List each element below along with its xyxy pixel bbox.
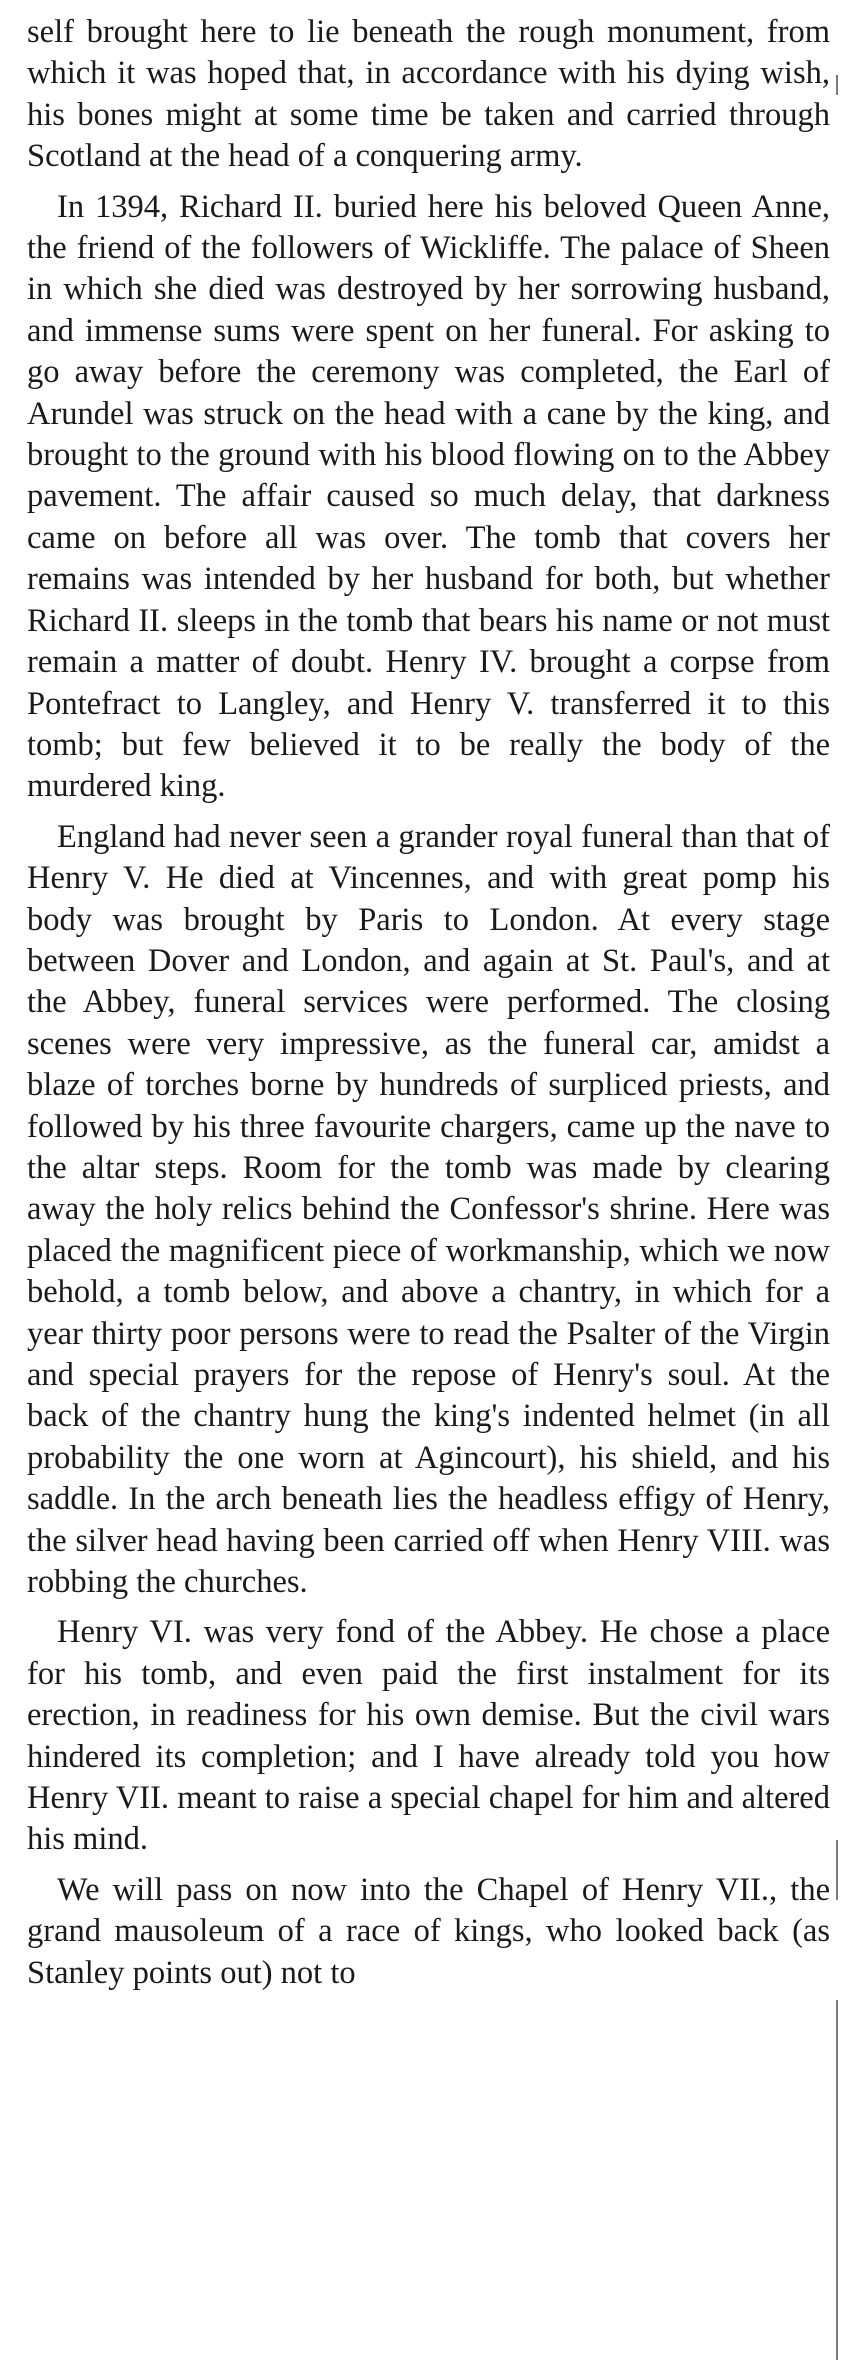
paragraph-queen-anne: In 1394, Richard II. buried here his beloved Queen Anne, the friend of the followers of Wickliffe. The palace of Sheen in which she died was destroyed by her sorrowing husband, and immense sums were spent on her funeral. For asking to go away before the ceremony was completed, the Earl of Arundel was struck on the head with a cane by the king, and brought to the ground with his blood flowing on to the Abbey pavement. The affair caused so much delay, that darkness came on before all was over. The tomb that covers her remains was intended by her husband for both, but whether Richard II. sleeps in the tomb that bears his name or not must remain a matter of doubt. Henry IV. brought a corpse from Pontefract to Langley, and Henry V. transferred it to this tomb; but few believed it to be really the body of the murdered king. <box>27 188 830 805</box>
paragraph-continuation: self brought here to lie beneath the rough monument, from which it was hoped that, in accordance with his dying wish, his bones might at some time be taken and carried through Scotland at the head of a conquering army. <box>27 14 830 175</box>
paragraph-henry-vi: Henry VI. was very fond of the Abbey. He chose a place for his tomb, and even paid the first instalment for its erection, in readiness for his own demise. But the civil wars hindered its completion; and I have already told you how Henry VII. meant to raise a special chapel for him and altered his mind. <box>27 1614 830 1858</box>
paragraph-henry-vii-chapel: We will pass on now into the Chapel of Henry VII., the grand mausoleum of a race of kings, who looked back (as Stanley points out) not to <box>27 1871 830 1991</box>
margin-rule <box>836 2000 838 2360</box>
margin-rule <box>836 1840 838 1900</box>
paragraph-henry-v-funeral: England had never seen a grander royal funeral than that of Henry V. He died at Vincennes, and with great pomp his body was brought by Paris to London. At every stage between Dover and London, and again at St. Paul's, and at the Abbey, funeral services were performed. The closing scenes were very impressive, as the funeral car, amidst a blaze of torches borne by hundreds of surpliced priests, and followed by his three favourite chargers, came up the nave to the altar steps. Room for the tomb was made by clearing away the holy relics behind the Confessor's shrine. Here was placed the magnificent piece of workmanship, which we now behold, a tomb below, and above a chantry, in which for a year thirty poor persons were to read the Psalter of the Virgin and special prayers for the repose of Henry's soul. At the back of the chantry hung the king's indented helmet (in all probability the one worn at Agincourt), his shield, and his saddle. In the arch beneath lies the headless effigy of Henry, the silver head having been carried off when Henry VIII. was robbing the churches. <box>27 818 830 1601</box>
document-page <box>27 12 830 2003</box>
margin-rule <box>836 75 838 95</box>
